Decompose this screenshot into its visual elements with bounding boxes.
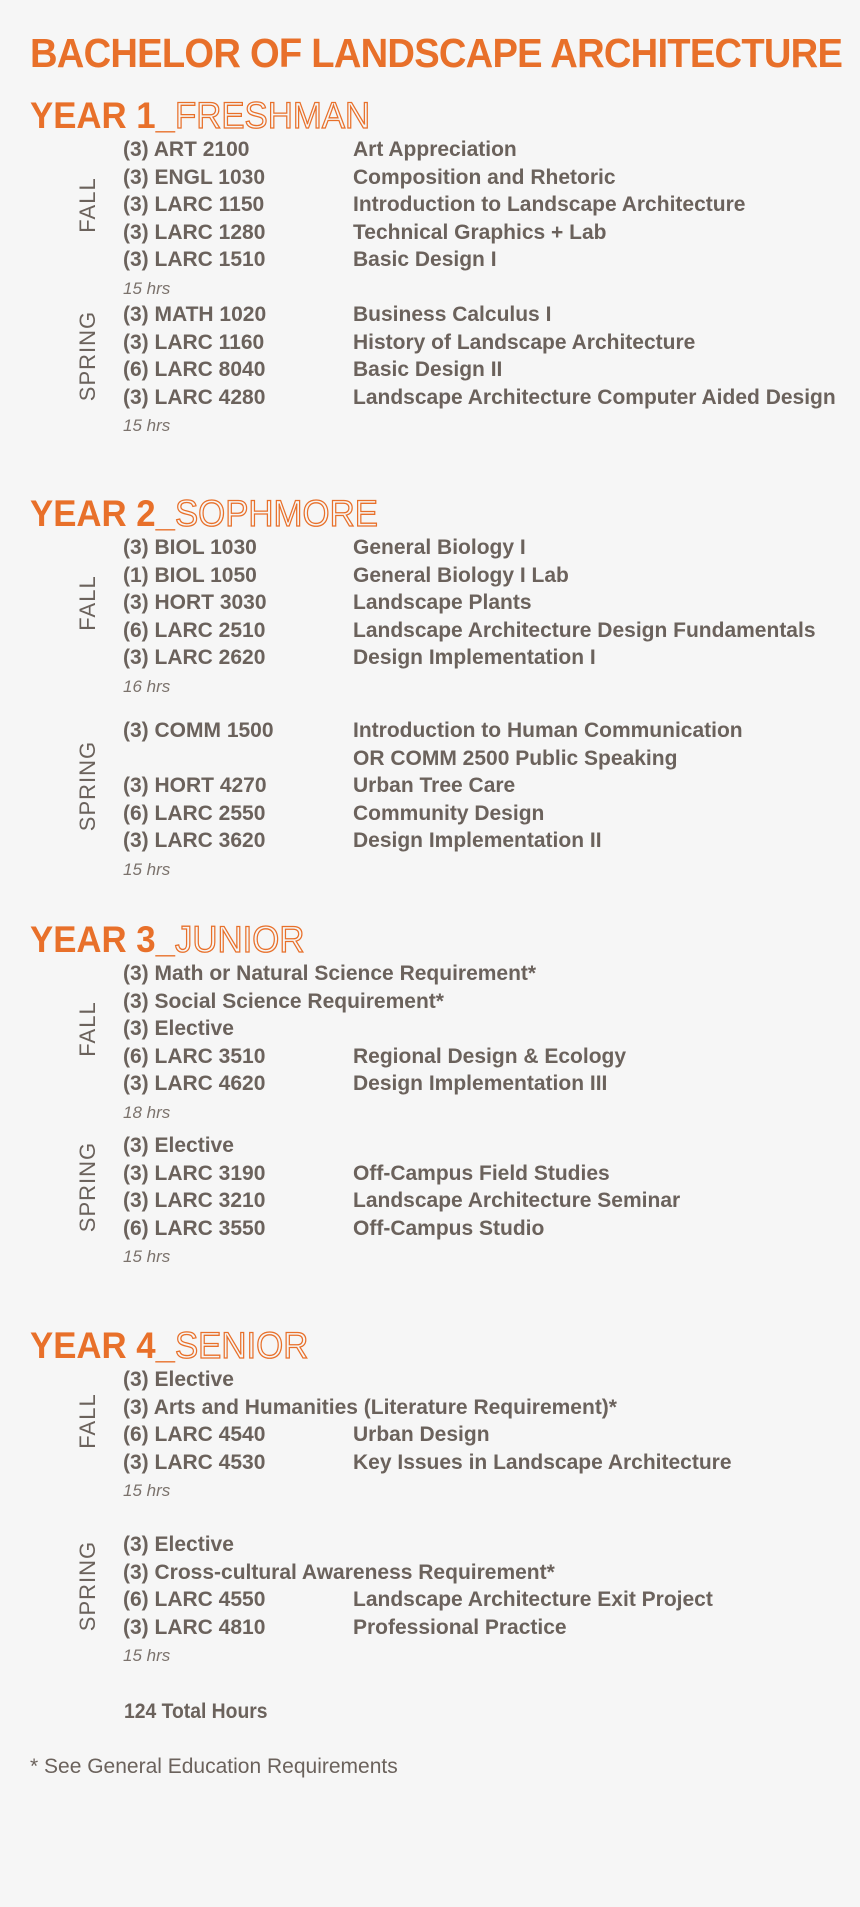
year-class-name: SENIOR — [174, 1325, 309, 1366]
year-label: YEAR 1_ — [30, 95, 175, 136]
course-row — [123, 617, 830, 645]
course-row — [123, 1215, 830, 1243]
semester-spring — [30, 717, 830, 885]
course-code: (3) LARC 4620 — [123, 1072, 266, 1095]
course-row — [123, 329, 830, 357]
course-row — [123, 800, 830, 828]
course-code: (3) LARC 4280 — [123, 385, 266, 409]
course-row — [123, 960, 830, 988]
course-code: (3) LARC 1150 — [123, 193, 265, 216]
semester-fall — [30, 1366, 830, 1506]
course-row — [123, 1070, 830, 1098]
course-row — [123, 301, 830, 329]
course-row — [123, 1394, 830, 1422]
course-code: (3) LARC 4530 — [123, 1450, 266, 1474]
course-name: Composition and Rhetoric — [353, 165, 616, 189]
course-name: Introduction to Human Communication — [353, 719, 743, 742]
course-name: Urban Tree Care — [353, 774, 516, 797]
course-row — [123, 745, 830, 773]
semester-fall — [30, 960, 830, 1128]
course-code: (3) Elective — [123, 1533, 234, 1556]
course-code: (3) MATH 1020 — [123, 303, 267, 326]
course-code: (3) LARC 1510 — [123, 248, 266, 271]
course-code: (3) LARC 3190 — [123, 1161, 266, 1185]
course-code: (3) Elective — [123, 1134, 234, 1157]
course-row — [123, 1132, 830, 1160]
course-code: (3) HORT 3030 — [123, 591, 267, 614]
semester-hours: 15 hrs — [123, 1481, 171, 1500]
course-row — [123, 1187, 830, 1215]
semester-hours: 16 hrs — [123, 676, 171, 696]
course-code: (3) Elective — [123, 1368, 234, 1391]
course-name: Community Design — [353, 801, 545, 825]
course-row — [123, 1043, 830, 1071]
course-code: (3) Social Science Requirement* — [123, 989, 444, 1013]
year-section — [30, 95, 836, 435]
semester-spring — [30, 1531, 830, 1671]
course-name: Design Implementation II — [353, 829, 602, 852]
course-name: General Biology I Lab — [353, 563, 569, 587]
course-name: Key Issues in Landscape Architecture — [353, 1450, 732, 1474]
course-code: (3) ART 2100 — [123, 138, 250, 161]
year-section — [30, 919, 830, 1266]
course-name: Introduction to Landscape Architecture — [353, 193, 746, 216]
course-name: Landscape Plants — [353, 591, 532, 614]
course-code: (3) LARC 3620 — [123, 829, 266, 852]
course-name: Landscape Architecture Seminar — [353, 1189, 681, 1212]
course-row — [123, 1586, 830, 1614]
course-name: Landscape Architecture Design Fundamentals — [353, 618, 816, 642]
total-hours: 124 Total Hours — [124, 1700, 268, 1723]
course-row — [123, 246, 830, 274]
semester-label: FALL — [75, 177, 100, 233]
course-row — [123, 1531, 830, 1559]
course-name: OR COMM 2500 Public Speaking — [353, 746, 678, 770]
semester-label: FALL — [75, 1393, 100, 1449]
course-name: Landscape Architecture Exit Project — [353, 1588, 713, 1611]
semester-fall — [30, 136, 830, 304]
year-class-name: FRESHMAN — [174, 95, 371, 136]
course-code: (3) LARC 1160 — [123, 330, 265, 354]
year-section — [30, 1325, 830, 1665]
course-code: (6) LARC 4540 — [123, 1423, 266, 1446]
course-code: (3) LARC 2620 — [123, 646, 266, 669]
course-code: (6) LARC 2510 — [123, 618, 266, 642]
course-name: Technical Graphics + Lab — [353, 220, 607, 244]
course-row — [123, 1366, 830, 1394]
course-row — [123, 356, 830, 384]
course-code: (6) LARC 8040 — [123, 358, 266, 381]
footnote: * See General Education Requirements — [30, 1755, 398, 1778]
semester-label: FALL — [75, 575, 100, 631]
course-row — [123, 1015, 830, 1043]
course-code: (6) LARC 4550 — [123, 1588, 266, 1611]
course-code: (6) LARC 3510 — [123, 1044, 266, 1068]
course-code: (3) BIOL 1030 — [123, 536, 257, 559]
course-name: Off-Campus Field Studies — [353, 1161, 610, 1185]
course-name: Business Calculus I — [353, 303, 552, 326]
semester-spring — [30, 1132, 830, 1272]
course-row — [123, 164, 830, 192]
course-name: Off-Campus Studio — [353, 1216, 545, 1240]
semester-spring — [30, 301, 836, 441]
course-name: Urban Design — [353, 1423, 490, 1446]
course-row — [123, 717, 830, 745]
year-section — [30, 493, 830, 879]
semester-fall — [30, 534, 830, 702]
semester-label: SPRING — [75, 740, 100, 831]
course-row — [123, 827, 830, 855]
course-row — [123, 589, 830, 617]
course-code: (3) LARC 1280 — [123, 220, 266, 244]
course-row — [123, 191, 830, 219]
course-code: (3) Math or Natural Science Requirement* — [123, 962, 537, 985]
semester-hours: 15 hrs — [123, 278, 171, 298]
course-row — [123, 1160, 830, 1188]
course-code: (6) LARC 2550 — [123, 801, 266, 825]
course-name: General Biology I — [353, 536, 526, 559]
year-heading — [30, 494, 782, 534]
course-row — [123, 534, 830, 562]
course-code: (3) Elective — [123, 1017, 234, 1040]
course-name: Art Appreciation — [353, 138, 517, 161]
year-heading — [30, 1326, 782, 1366]
page-title: BACHELOR OF LANDSCAPE ARCHITECTURE — [30, 30, 843, 76]
course-code: (3) Cross-cultural Awareness Requirement* — [123, 1560, 555, 1584]
course-name: Design Implementation III — [353, 1072, 608, 1095]
course-row — [123, 562, 830, 590]
course-name: Professional Practice — [353, 1615, 567, 1639]
semester-hours: 15 hrs — [123, 1247, 171, 1266]
course-code: (3) LARC 4810 — [123, 1615, 266, 1639]
year-heading — [30, 920, 782, 960]
course-row — [123, 772, 830, 800]
course-name: Basic Design I — [353, 248, 497, 271]
course-code: (3) HORT 4270 — [123, 774, 267, 797]
semester-hours: 15 hrs — [123, 416, 171, 435]
course-row — [123, 1559, 830, 1587]
course-name: History of Landscape Architecture — [353, 330, 696, 354]
year-label: YEAR 4_ — [30, 1325, 175, 1366]
course-row — [123, 644, 830, 672]
semester-hours: 15 hrs — [123, 859, 171, 879]
course-name: Design Implementation I — [353, 646, 596, 669]
course-row — [123, 1614, 830, 1642]
year-label: YEAR 2_ — [30, 493, 175, 534]
course-row — [123, 988, 830, 1016]
course-name: Regional Design & Ecology — [353, 1044, 627, 1068]
year-label: YEAR 3_ — [30, 919, 175, 960]
course-code: (3) COMM 1500 — [123, 719, 274, 742]
year-class-name: JUNIOR — [174, 919, 305, 960]
course-row — [123, 136, 830, 164]
course-code: (6) LARC 3550 — [123, 1216, 266, 1240]
course-name: Landscape Architecture Computer Aided Design — [353, 385, 836, 409]
course-code: (3) ENGL 1030 — [123, 165, 266, 189]
semester-label: SPRING — [75, 1141, 100, 1233]
semester-hours: 15 hrs — [123, 1646, 171, 1665]
year-heading — [30, 96, 782, 136]
semester-label: SPRING — [75, 1540, 100, 1632]
course-row — [123, 1449, 830, 1477]
course-row — [123, 1421, 830, 1449]
course-code: (3) Arts and Humanities (Literature Requirement)* — [123, 1395, 617, 1419]
semester-label: FALL — [75, 1001, 100, 1057]
semester-hours: 18 hrs — [123, 1102, 171, 1122]
course-code: (1) BIOL 1050 — [123, 563, 257, 587]
course-name: Basic Design II — [353, 358, 503, 381]
course-row — [123, 384, 836, 412]
year-class-name: SOPHMORE — [174, 493, 378, 534]
semester-label: SPRING — [75, 310, 100, 402]
course-row — [123, 219, 830, 247]
course-code: (3) LARC 3210 — [123, 1189, 266, 1212]
